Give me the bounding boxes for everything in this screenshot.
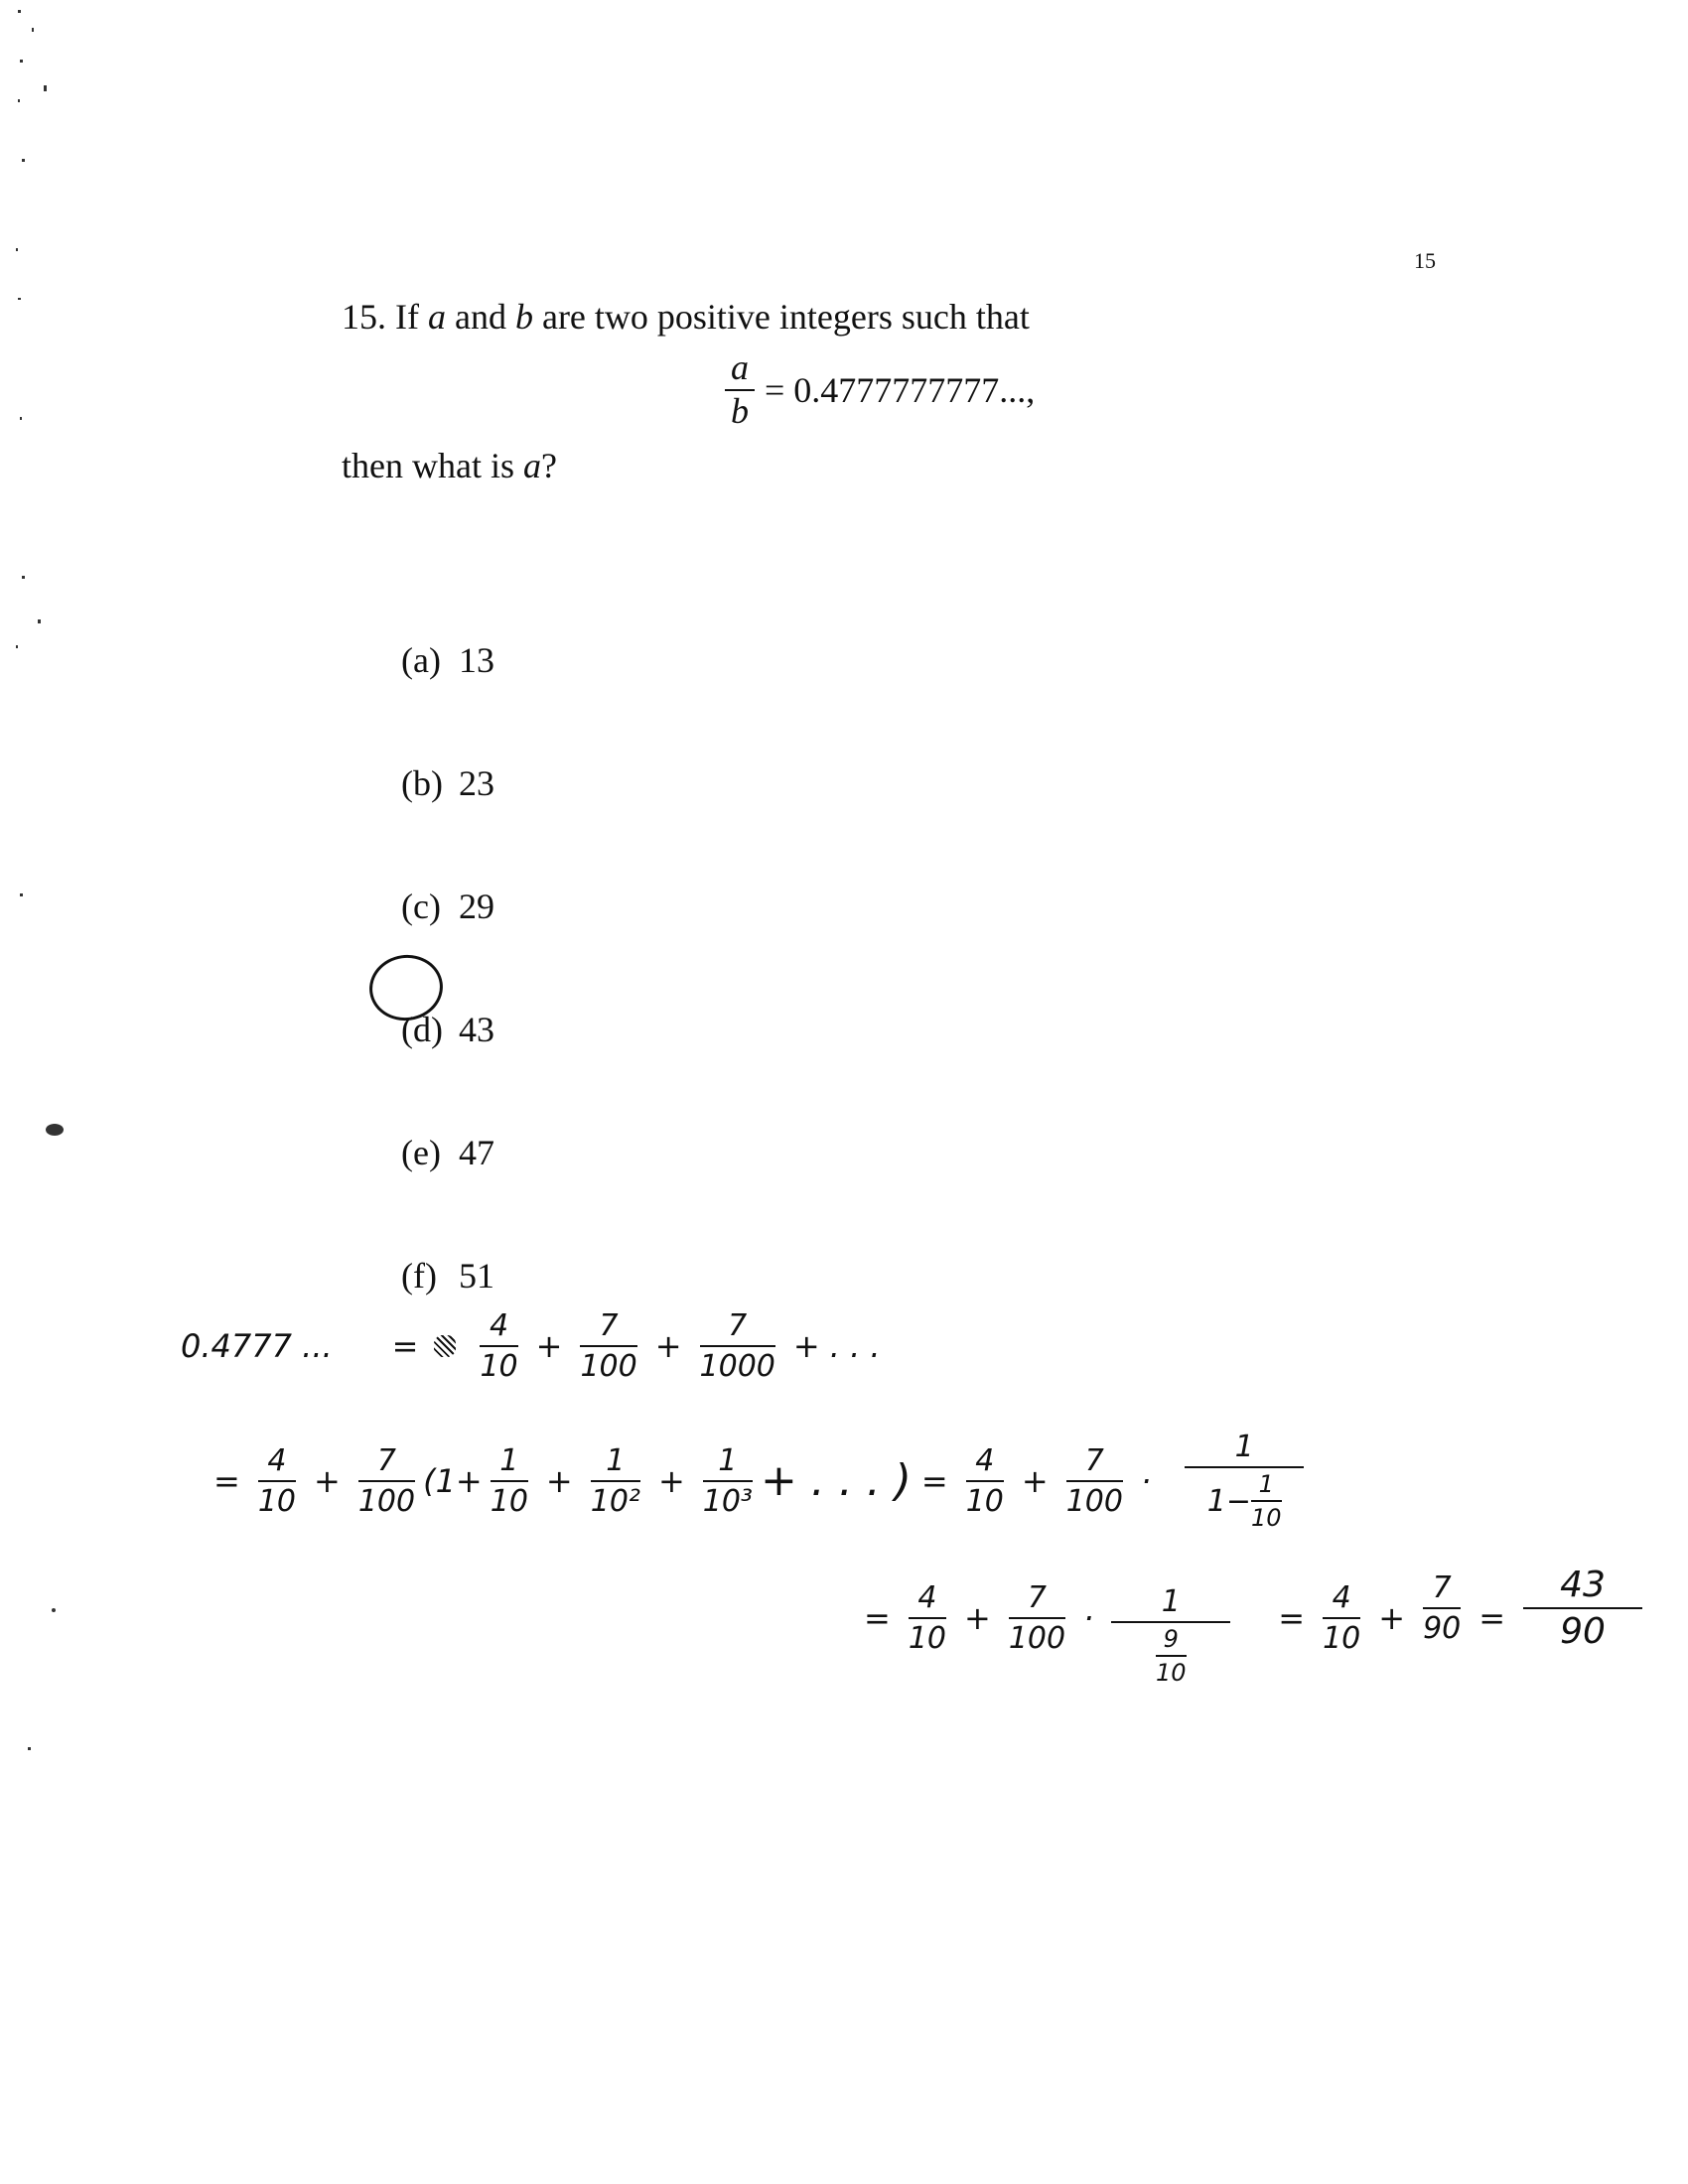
hw-nested-fraction [1156, 1625, 1187, 1687]
hw-fraction [700, 1308, 775, 1384]
hw-den: 10 [257, 1483, 296, 1519]
hw-den: 10² [590, 1483, 640, 1519]
variable-b: b [514, 297, 533, 337]
hw-series-tail: + . . . ) [760, 1455, 912, 1506]
choice-value: 23 [459, 763, 494, 803]
fraction-bar [258, 1480, 296, 1482]
choice-c[interactable] [383, 844, 494, 927]
hw-num: 1 [499, 1442, 519, 1478]
hw-equals: = [1478, 1598, 1506, 1637]
scribbled-out-mark [434, 1335, 456, 1357]
question-text: If [395, 297, 419, 337]
scan-artifact [22, 576, 25, 579]
fraction-bar [1066, 1480, 1123, 1482]
fraction-bar [1185, 1466, 1304, 1468]
hw-den: 10 [965, 1483, 1004, 1519]
hw-plus: + [535, 1327, 563, 1365]
variable-a: a [522, 446, 541, 485]
choice-value: 43 [459, 1010, 494, 1049]
question-text: then what is [342, 446, 514, 485]
hw-den: 10 [480, 1349, 518, 1384]
fraction-bar [591, 1480, 640, 1482]
scan-artifact [22, 159, 25, 162]
hw-fraction [580, 1308, 636, 1384]
variable-a: a [427, 297, 446, 337]
scan-artifact [44, 85, 47, 91]
scan-artifact [18, 298, 21, 300]
fraction-bar [1323, 1617, 1360, 1619]
hw-num: 9 [1163, 1625, 1179, 1653]
hw-plus: + [964, 1598, 991, 1637]
hw-plus: + [657, 1461, 685, 1500]
hw-den: 100 [580, 1349, 637, 1384]
numerator: a [731, 347, 749, 387]
page-number: 15 [1414, 248, 1436, 273]
hw-den: 100 [1008, 1620, 1066, 1656]
hw-den: 90 [1423, 1610, 1462, 1646]
choice-value: 29 [459, 887, 494, 926]
hw-den: 100 [1065, 1483, 1123, 1519]
fraction-bar [358, 1480, 415, 1482]
denominator: b [731, 390, 749, 431]
hw-plus: + [545, 1461, 573, 1500]
hw-geometric-fraction [1185, 1430, 1304, 1532]
fraction-bar [1251, 1500, 1282, 1502]
hw-num: 7 [1027, 1579, 1047, 1615]
hw-num: 7 [1084, 1442, 1104, 1478]
hw-equals: = [920, 1461, 948, 1500]
scan-artifact [38, 619, 41, 623]
hw-ellipsis: . . . [829, 1327, 881, 1365]
hw-paren-open: (1+ [423, 1461, 483, 1500]
scan-blob [46, 1124, 64, 1136]
question-text: and [454, 297, 506, 337]
hw-den: 90 [1560, 1610, 1606, 1652]
hw-fraction [909, 1580, 946, 1656]
hw-num: 1 [1161, 1584, 1181, 1619]
scan-artifact [20, 893, 23, 896]
hw-den: 1000 [699, 1349, 775, 1384]
question-number: 15. [342, 297, 386, 337]
hw-num: 1 [1234, 1430, 1254, 1464]
fraction-bar [703, 1480, 753, 1482]
fraction-bar [1156, 1655, 1187, 1657]
hw-fraction [966, 1443, 1004, 1519]
hw-fraction [703, 1443, 753, 1519]
hw-num: 4 [975, 1442, 995, 1478]
question-mark: ? [540, 446, 557, 485]
hw-num: 4 [1332, 1579, 1351, 1615]
hw-dot: · [1140, 1461, 1152, 1500]
hw-den: 10³ [702, 1483, 753, 1519]
handwritten-line-1 [181, 1308, 881, 1384]
hw-fraction [1323, 1580, 1360, 1656]
scan-artifact [52, 1608, 56, 1612]
hw-fraction [591, 1443, 640, 1519]
scan-artifact [20, 60, 23, 63]
choice-value: 51 [459, 1256, 494, 1296]
hw-num: 7 [599, 1308, 619, 1343]
hw-nested-fraction [1251, 1470, 1282, 1532]
hw-complex-fraction [1111, 1584, 1230, 1687]
hw-num: 4 [917, 1579, 937, 1615]
fraction-bar [491, 1480, 528, 1482]
hw-num: 4 [267, 1442, 287, 1478]
fraction-bar [1423, 1607, 1461, 1609]
hw-num: 7 [1432, 1570, 1452, 1605]
hw-fraction [258, 1443, 296, 1519]
question-text: are two positive integers such that [541, 297, 1030, 337]
scan-artifact [32, 28, 34, 32]
hw-den: 10 [1250, 1504, 1282, 1532]
hw-num: 1 [718, 1442, 738, 1478]
choice-e[interactable] [383, 1090, 494, 1173]
equation-rhs: = 0.4777777777..., [765, 369, 1036, 410]
choice-label: (b) [401, 763, 443, 803]
question-ask [342, 445, 557, 486]
scan-artifact [18, 10, 21, 13]
scan-artifact [20, 417, 22, 420]
display-equation [725, 349, 1035, 431]
hw-fraction [1009, 1580, 1065, 1656]
choice-value: 13 [459, 640, 494, 680]
choice-label: (e) [401, 1133, 441, 1172]
hw-fraction [480, 1308, 517, 1384]
choice-label: (c) [401, 887, 441, 926]
hw-result-fraction [1523, 1565, 1642, 1652]
choice-label: (f) [401, 1256, 437, 1296]
hw-dot: · [1083, 1598, 1094, 1637]
hw-den: 100 [357, 1483, 416, 1519]
hw-equals: = [1278, 1598, 1306, 1637]
fraction-bar [1111, 1621, 1230, 1623]
hw-plus: + [314, 1461, 341, 1500]
fraction-bar [1523, 1607, 1642, 1609]
hw-fraction [491, 1443, 528, 1519]
hw-num: 1 [606, 1442, 626, 1478]
hw-den [1207, 1470, 1282, 1532]
hw-num: 43 [1560, 1564, 1606, 1605]
choice-a[interactable] [383, 598, 494, 681]
hw-plus: + [654, 1327, 682, 1365]
hw-fraction [1066, 1443, 1123, 1519]
scan-artifact [28, 1747, 31, 1750]
hw-den: 10 [1323, 1620, 1361, 1656]
fraction-a-over-b [725, 349, 755, 431]
fraction-bar [966, 1480, 1004, 1482]
hw-fraction [358, 1443, 415, 1519]
fraction-bar [700, 1345, 775, 1347]
hw-plus: + [1378, 1598, 1406, 1637]
scan-artifact [18, 99, 20, 102]
handwritten-line-2 [204, 1430, 1312, 1532]
hw-den: 10 [1155, 1659, 1187, 1687]
choice-label: (a) [401, 640, 441, 680]
hw-den: 10 [490, 1483, 528, 1519]
choice-b[interactable] [383, 721, 494, 804]
hw-equals: = [213, 1461, 240, 1500]
hw-equals: = [391, 1327, 419, 1365]
hw-plus: + [1021, 1461, 1049, 1500]
hw-num: 1 [1258, 1470, 1274, 1498]
scan-artifact [16, 248, 18, 251]
handwritten-line-3 [854, 1549, 1650, 1687]
hw-fraction [1423, 1570, 1461, 1646]
choice-f[interactable] [383, 1213, 494, 1297]
choice-label: (d) [401, 1010, 443, 1049]
fraction-bar [480, 1345, 517, 1347]
choice-value: 47 [459, 1133, 494, 1172]
hw-den: 10 [908, 1620, 946, 1656]
hw-num: 7 [728, 1308, 748, 1343]
hw-den-left: 1− [1206, 1483, 1251, 1519]
fraction-bar [909, 1617, 946, 1619]
hw-plus: + [792, 1327, 820, 1365]
fraction-bar [1009, 1617, 1065, 1619]
hw-num: 4 [490, 1308, 509, 1343]
hw-lhs: 0.4777 ... [181, 1327, 333, 1365]
fraction-bar [580, 1345, 636, 1347]
scan-artifact [16, 645, 18, 648]
question-prompt [342, 298, 1030, 338]
hw-equals: = [864, 1598, 891, 1637]
hw-num: 7 [376, 1442, 396, 1478]
